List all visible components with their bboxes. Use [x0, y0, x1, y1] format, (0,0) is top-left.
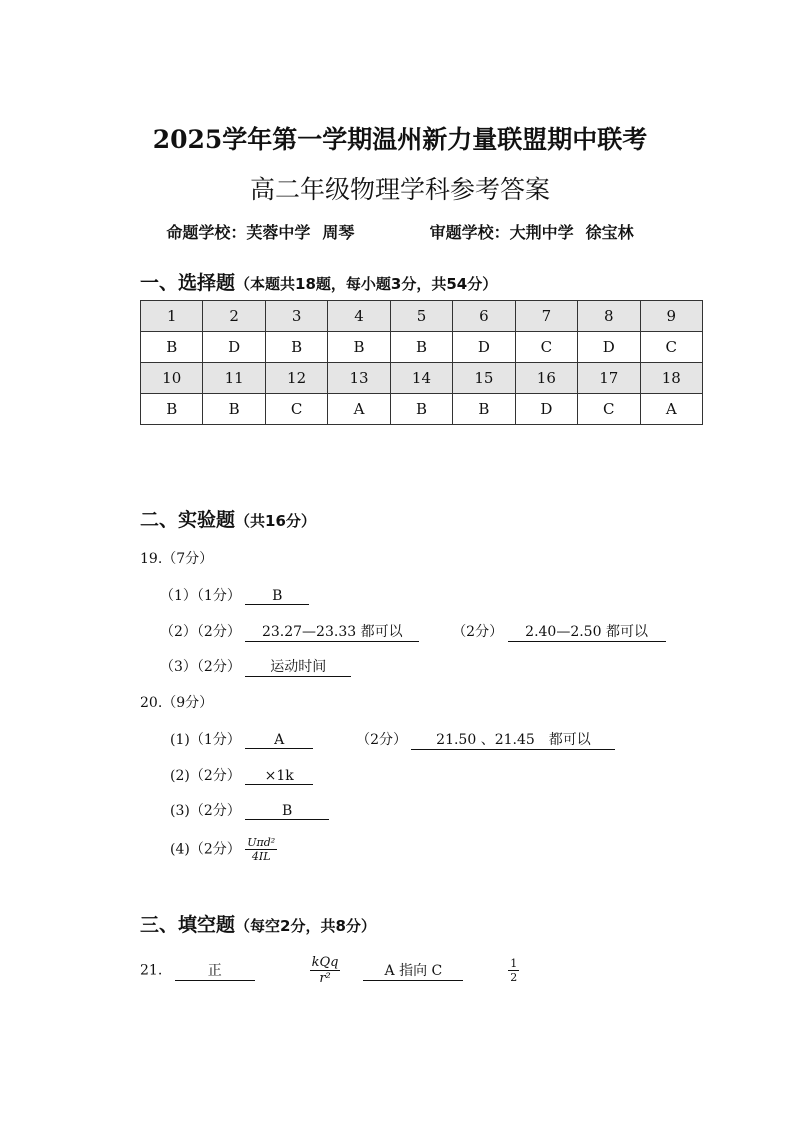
- table-cell: B: [390, 394, 452, 425]
- q20-p4-numerator: Uπd²: [247, 836, 276, 849]
- table-cell: B: [265, 332, 327, 363]
- table-cell: 17: [578, 363, 640, 394]
- q20-part3: [170, 800, 329, 820]
- table-cell: A: [328, 394, 390, 425]
- table-cell: 16: [515, 363, 577, 394]
- q21-answer2-numerator: kQq: [311, 955, 339, 970]
- section1-heading: [140, 268, 497, 295]
- q19-p1-answer: B: [245, 588, 309, 605]
- table-row: [141, 363, 703, 394]
- q19-part3: [160, 656, 351, 677]
- q19-p3-label: （3）（2分）: [160, 659, 241, 675]
- q20-p4-formula: [245, 836, 277, 863]
- q19-p2-answer2: 2.40—2.50 都可以: [508, 621, 666, 642]
- table-cell: 13: [328, 363, 390, 394]
- reviewer-name: 徐宝林: [585, 223, 634, 242]
- q20-p4-denominator: 4IL: [251, 850, 271, 863]
- q20-p1-answer: A: [245, 732, 313, 749]
- table-cell: B: [453, 394, 515, 425]
- table-cell: C: [515, 332, 577, 363]
- section3-title: 三、填空题: [140, 914, 236, 936]
- table-cell: 14: [390, 363, 452, 394]
- q20-p1-label: (1)（1分）: [170, 732, 241, 748]
- table-cell: D: [453, 332, 515, 363]
- q19-p2-label2: （2分）: [452, 624, 504, 640]
- q19-part1: [160, 585, 309, 605]
- section2-heading: [140, 505, 316, 532]
- section1-note: （本题共18题，每小题3分，共54分）: [235, 275, 498, 293]
- section2-note: （共16分）: [235, 512, 316, 530]
- q20-part2: [170, 765, 313, 785]
- q21-answer4-denominator: 2: [510, 971, 518, 984]
- q20-p1-answer2: 21.50 、21.45 都可以: [411, 729, 615, 750]
- q21-answer2: [310, 955, 341, 986]
- document-title: 2025学年第一学期温州新力量联盟期中联考: [152, 125, 648, 154]
- q19-part2: [160, 621, 666, 642]
- table-cell: 6: [453, 301, 515, 332]
- q21-answer1: 正: [175, 960, 255, 981]
- q20-label: 20.（9分）: [140, 695, 214, 711]
- table-cell: B: [328, 332, 390, 363]
- q19-label: 19.（7分）: [140, 551, 214, 567]
- q20-p3-label: (3)（2分）: [170, 803, 241, 819]
- table-cell: 5: [390, 301, 452, 332]
- q21-line: [140, 955, 519, 986]
- table-cell: 12: [265, 363, 327, 394]
- table-cell: 4: [328, 301, 390, 332]
- table-row: [141, 394, 703, 425]
- table-cell: C: [640, 332, 703, 363]
- proposer-label: 命题学校：芙蓉中学: [166, 223, 311, 242]
- table-cell: C: [578, 394, 640, 425]
- table-cell: 10: [141, 363, 203, 394]
- table-cell: 9: [640, 301, 703, 332]
- table-cell: B: [141, 394, 203, 425]
- table-cell: B: [141, 332, 203, 363]
- table-cell: 3: [265, 301, 327, 332]
- q20-part4: [170, 836, 277, 863]
- table-row: [141, 332, 703, 363]
- q20-p2-answer: ×1k: [245, 768, 313, 785]
- table-cell: 15: [453, 363, 515, 394]
- table-cell: D: [515, 394, 577, 425]
- q19-p2-label: （2）（2分）: [160, 624, 241, 640]
- section2-title: 二、实验题: [140, 509, 236, 531]
- q20-p1-label2: （2分）: [356, 732, 408, 748]
- answer-table: [140, 300, 703, 425]
- section1-title: 一、选择题: [140, 272, 236, 294]
- q21-label: 21.: [140, 962, 163, 979]
- q21-answer4-numerator: 1: [510, 957, 518, 970]
- q19-p2-answer: 23.27—23.33 都可以: [245, 621, 419, 642]
- table-cell: 18: [640, 363, 703, 394]
- q21-answer2-denominator: r²: [319, 971, 331, 986]
- table-cell: D: [578, 332, 640, 363]
- document-subtitle: 高二年级物理学科参考答案: [249, 175, 550, 204]
- q21-answer4: [508, 957, 519, 984]
- section3-heading: [140, 910, 376, 937]
- table-cell: D: [203, 332, 265, 363]
- table-cell: 7: [515, 301, 577, 332]
- q20-p2-label: (2)（2分）: [170, 768, 241, 784]
- section3-note: （每空2分，共8分）: [235, 917, 376, 935]
- table-row: [141, 301, 703, 332]
- q20-part1: [170, 729, 615, 750]
- q20-p4-label: (4)（2分）: [170, 841, 241, 858]
- table-cell: 1: [141, 301, 203, 332]
- q20-p3-answer: B: [245, 803, 329, 820]
- q19-p1-label: （1）（1分）: [160, 588, 241, 604]
- table-cell: B: [390, 332, 452, 363]
- reviewer-label: 审题学校：大荆中学: [429, 223, 574, 242]
- q21-answer3: A 指向 C: [363, 960, 463, 981]
- table-cell: 8: [578, 301, 640, 332]
- table-cell: A: [640, 394, 703, 425]
- proposer-name: 周琴: [322, 223, 355, 242]
- q19-p3-answer: 运动时间: [245, 656, 351, 677]
- table-cell: 2: [203, 301, 265, 332]
- table-cell: B: [203, 394, 265, 425]
- table-cell: 11: [203, 363, 265, 394]
- table-cell: C: [265, 394, 327, 425]
- schools-line: [0, 220, 800, 243]
